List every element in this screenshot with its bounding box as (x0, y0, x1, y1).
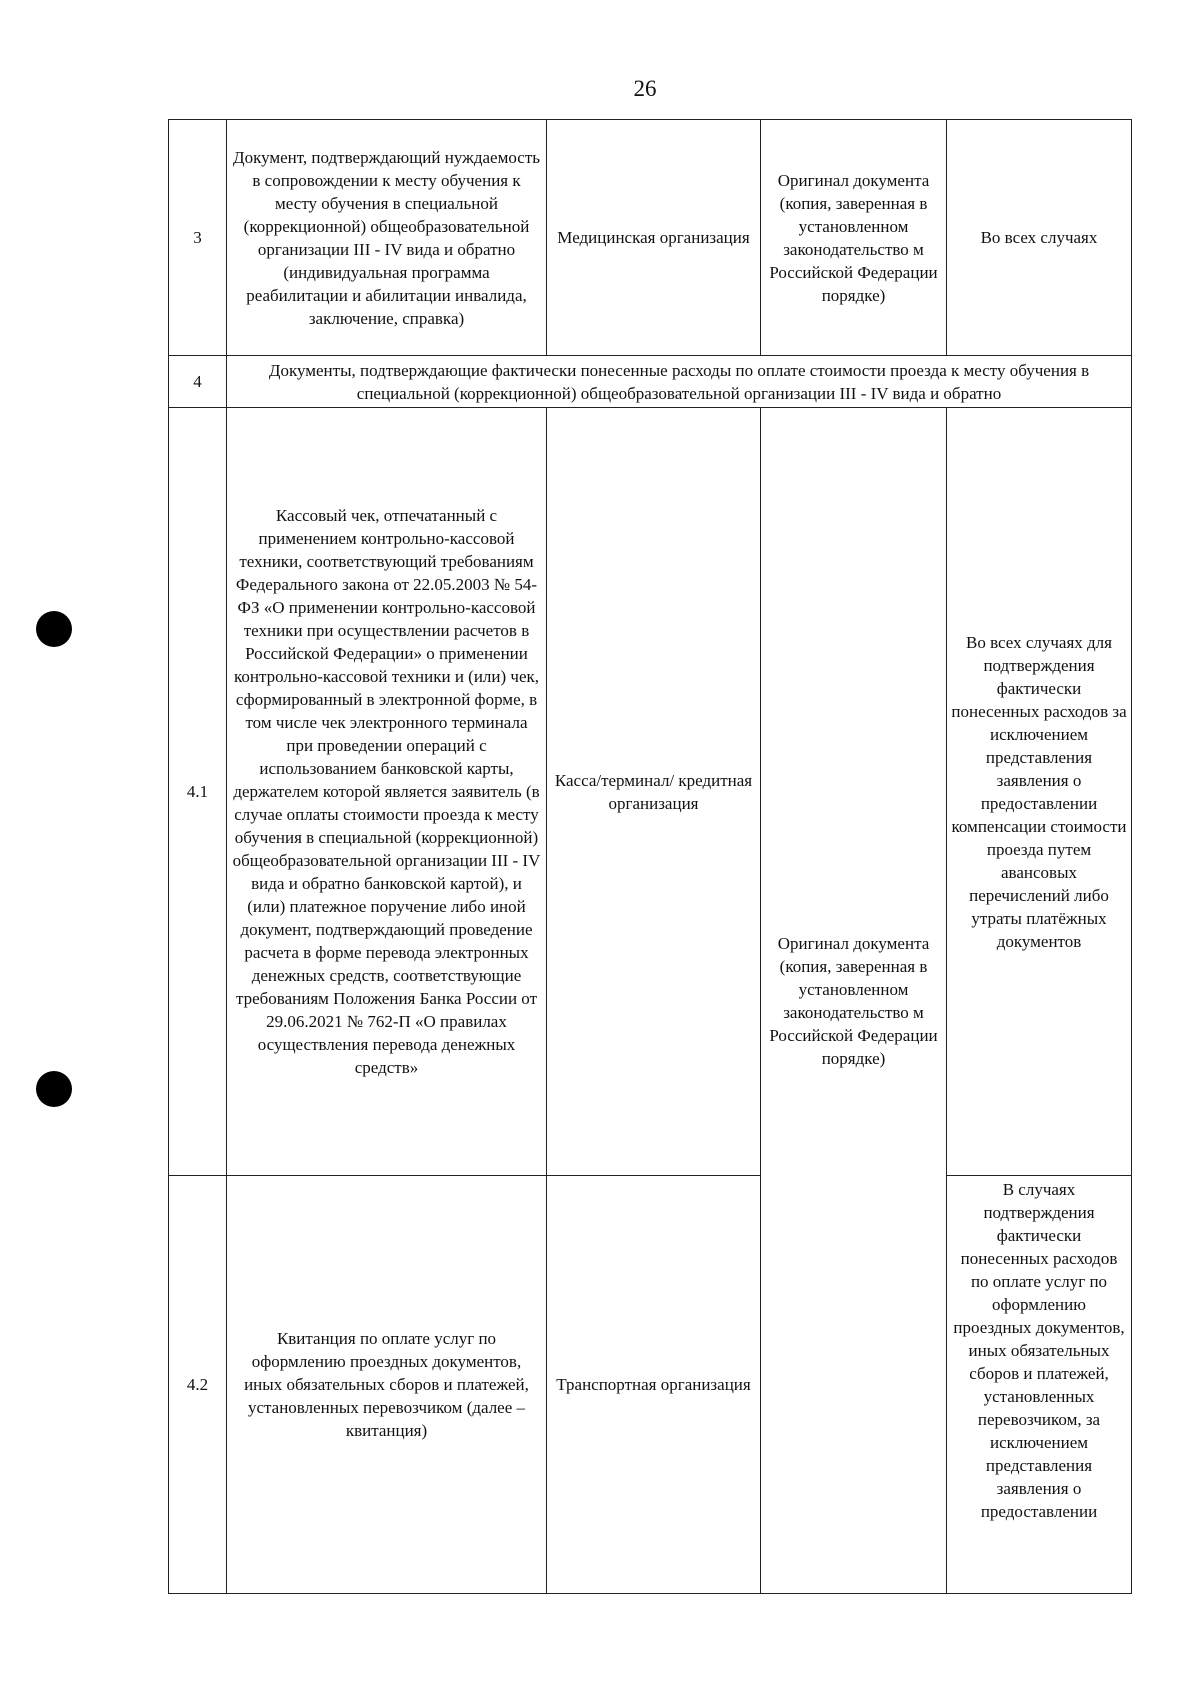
page-number: 26 (633, 76, 657, 101)
form-cell: Оригинал документа (копия, заверенная в установленном законодательство м Российской Федерации порядке) (761, 408, 947, 1594)
document-cell: Документ, подтверждающий нуждаемость в сопровождении к месту обучения к месту обучения в специальной (коррекционной) общеобразовательной организации III - IV вида и обратно (индивидуальная программа реабилитации и абилитации инвалида, заключение, справка) (227, 120, 547, 356)
issuer-cell: Транспортная организация (547, 1176, 761, 1594)
table-row-3 (169, 120, 1132, 356)
when-text: В случаях подтверждения фактически понесенных расходов по оплате услуг по оформлению проездных документов, иных обязательных сборов и платежей, установленных перевозчиком, за исключением представления заявления о предоставлении (953, 1179, 1125, 1521)
when-cell: Во всех случаях (947, 120, 1132, 356)
table-row-4-2 (169, 1176, 1132, 1594)
row-number: 4 (169, 356, 227, 408)
document-cell: Квитанция по оплате услуг по оформлению проездных документов, иных обязательных сборов и платежей, установленных перевозчиком (далее – квитанция) (227, 1176, 547, 1594)
row-number: 4.1 (169, 408, 227, 1176)
documents-table (168, 119, 1132, 1594)
when-cell (947, 1176, 1132, 1594)
punch-hole-mark (36, 611, 72, 647)
document-cell: Кассовый чек, отпечатанный с применением контрольно-кассовой техники, соответствующий требованиям Федерального закона от 22.05.2003 № 54-ФЗ «О применении контрольно-кассовой техники при осуществлении расчетов в Российской Федерации» о применении контрольно-кассовой техники и (или) чек, сформированный в электронной форме, в том числе чек электронного терминала при проведении операций с использованием банковской карты, держателем которой является заявитель (в случае оплаты стоимости проезда к месту обучения в специальной (коррекционной) общеобразовательной организации III - IV вида и обратно банковской картой), и (или) платежное поручение либо иной документ, подтверждающий проведение расчета в форме перевода электронных денежных средств, соответствующие требованиям Положения Банка России от 29.06.2021 № 762-П «О правилах осуществления перевода денежных средств» (227, 408, 547, 1176)
table-row-4 (169, 356, 1132, 408)
issuer-cell: Медицинская организация (547, 120, 761, 356)
when-cell: Во всех случаях для подтверждения фактически понесенных расходов за исключением представления заявления о предоставлении компенсации стоимости проезда путем авансовых перечислений либо утраты платёжных документов (947, 408, 1132, 1176)
section-heading-cell: Документы, подтверждающие фактически понесенные расходы по оплате стоимости проезда к месту обучения в специальной (коррекционной) общеобразовательной организации III - IV вида и обратно (227, 356, 1132, 408)
table-row-4-1 (169, 408, 1132, 1176)
row-number: 3 (169, 120, 227, 356)
issuer-cell: Касса/терминал/ кредитная организация (547, 408, 761, 1176)
form-cell: Оригинал документа (копия, заверенная в установленном законодательство м Российской Федерации порядке) (761, 120, 947, 356)
row-number: 4.2 (169, 1176, 227, 1594)
punch-hole-mark (36, 1071, 72, 1107)
